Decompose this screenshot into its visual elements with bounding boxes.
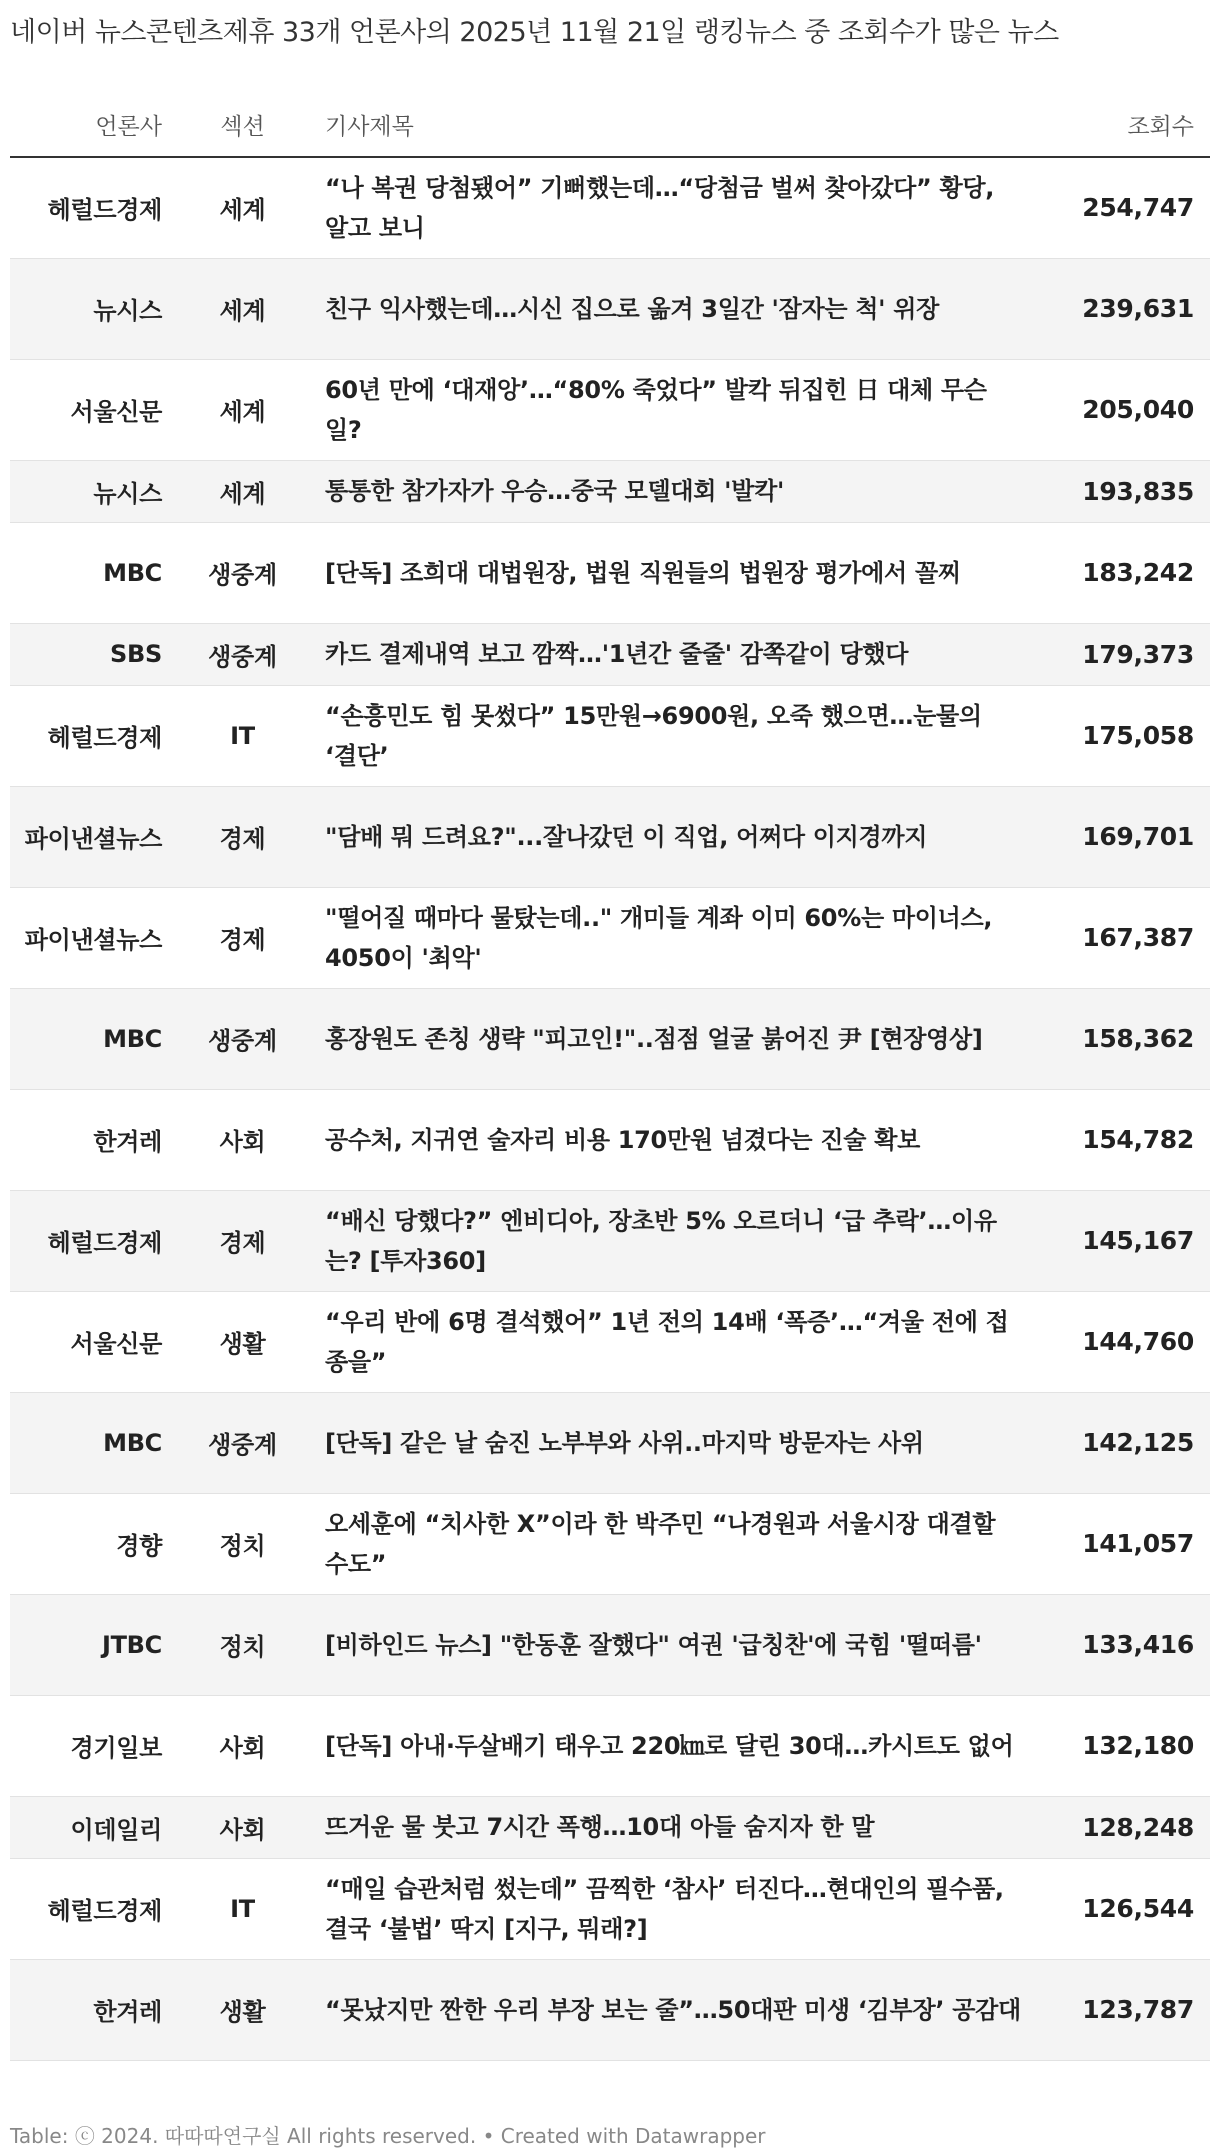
press-cell: MBC: [10, 1392, 180, 1493]
headline-cell: “못났지만 짠한 우리 부장 보는 줄”…50대판 미생 ‘김부장’ 공감대: [305, 1959, 1065, 2060]
section-label: 생중계: [208, 1431, 277, 1459]
views-cell: 175,058: [1065, 685, 1210, 786]
press-cell: 한겨레: [10, 1959, 180, 2060]
headline-cell: "떨어질 때마다 물탔는데.." 개미들 계좌 이미 60%는 마이너스, 4050이 '최악': [305, 887, 1065, 988]
section-label: 생중계: [208, 561, 277, 589]
press-cell: MBC: [10, 522, 180, 623]
section-label: 사회: [219, 1734, 266, 1762]
table-body: [10, 157, 1210, 2060]
section-cell: [180, 786, 305, 887]
table-row[interactable]: [10, 522, 1210, 623]
footer-credit: Table: ⓒ 2024. 따따따연구실 All rights reserved. • Created with Datawrapper: [10, 2124, 766, 2148]
section-label: 정치: [219, 1532, 266, 1560]
headline-cell: “나 복권 당첨됐어” 기뻐했는데…“당첨금 벌써 찾아갔다” 황당, 알고 보니: [305, 157, 1065, 258]
headline-cell: “손흥민도 힘 못썼다” 15만원→6900원, 오죽 했으면…눈물의 ‘결단’: [305, 685, 1065, 786]
table-row[interactable]: [10, 887, 1210, 988]
section-label: 세계: [219, 398, 266, 426]
table-row[interactable]: [10, 1493, 1210, 1594]
column-header-headline[interactable]: 기사제목: [305, 92, 1065, 157]
table-row[interactable]: [10, 1291, 1210, 1392]
section-cell: [180, 522, 305, 623]
section-cell: [180, 1089, 305, 1190]
headline-cell: "담배 뭐 드려요?"...잘나갔던 이 직업, 어쩌다 이지경까지: [305, 786, 1065, 887]
section-label: 생활: [219, 1998, 266, 2026]
press-cell: 경향: [10, 1493, 180, 1594]
section-cell: [180, 1695, 305, 1796]
headline-cell: 공수처, 지귀연 술자리 비용 170만원 넘겼다는 진술 확보: [305, 1089, 1065, 1190]
headline-cell: [단독] 아내·두살배기 태우고 220㎞로 달린 30대…카시트도 없어: [305, 1695, 1065, 1796]
table-row[interactable]: [10, 1959, 1210, 2060]
press-cell: 경기일보: [10, 1695, 180, 1796]
section-label: 사회: [219, 1815, 266, 1844]
views-cell: 183,242: [1065, 522, 1210, 623]
table-row[interactable]: [10, 1392, 1210, 1493]
section-label: 생활: [219, 1330, 266, 1358]
headline-cell: 뜨거운 물 붓고 7시간 폭행…10대 아들 숨지자 한 말: [305, 1796, 1065, 1858]
section-label: 사회: [219, 1128, 266, 1156]
headline-cell: 오세훈에 “치사한 X”이라 한 박주민 “나경원과 서울시장 대결할 수도”: [305, 1493, 1065, 1594]
section-cell: [180, 359, 305, 460]
section-cell: [180, 887, 305, 988]
press-cell: JTBC: [10, 1594, 180, 1695]
views-cell: 193,835: [1065, 460, 1210, 522]
table-header: [10, 92, 1210, 157]
views-cell: 144,760: [1065, 1291, 1210, 1392]
press-cell: 뉴시스: [10, 258, 180, 359]
table-row[interactable]: [10, 258, 1210, 359]
headline-cell: 카드 결제내역 보고 깜짝…'1년간 줄줄' 감쪽같이 당했다: [305, 623, 1065, 685]
headline-cell: [단독] 조희대 대법원장, 법원 직원들의 법원장 평가에서 꼴찌: [305, 522, 1065, 623]
section-cell: [180, 258, 305, 359]
section-label: 세계: [219, 196, 266, 225]
press-cell: 이데일리: [10, 1796, 180, 1858]
section-label: 경제: [219, 1229, 266, 1257]
section-label: 세계: [219, 297, 266, 325]
section-label: 세계: [219, 479, 266, 508]
views-cell: 254,747: [1065, 157, 1210, 258]
press-cell: 파이낸셜뉴스: [10, 786, 180, 887]
section-label: 경제: [219, 825, 266, 853]
press-cell: 헤럴드경제: [10, 685, 180, 786]
views-cell: 167,387: [1065, 887, 1210, 988]
press-cell: 뉴시스: [10, 460, 180, 522]
table-row[interactable]: [10, 1796, 1210, 1858]
views-cell: 205,040: [1065, 359, 1210, 460]
headline-cell: 친구 익사했는데…시신 집으로 옮겨 3일간 '잠자는 척' 위장: [305, 258, 1065, 359]
table-row[interactable]: [10, 359, 1210, 460]
chart-title: 네이버 뉴스콘텐츠제휴 33개 언론사의 2025년 11월 21일 랭킹뉴스 중 조회수가 많은 뉴스: [10, 17, 1059, 48]
views-cell: 169,701: [1065, 786, 1210, 887]
headline-cell: 통통한 참가자가 우승…중국 모델대회 '발칵': [305, 460, 1065, 522]
table-row[interactable]: [10, 1089, 1210, 1190]
press-cell: 한겨레: [10, 1089, 180, 1190]
headline-cell: [단독] 같은 날 숨진 노부부와 사위..마지막 방문자는 사위: [305, 1392, 1065, 1493]
views-cell: 145,167: [1065, 1190, 1210, 1291]
section-label: IT: [230, 721, 255, 750]
headline-cell: [비하인드 뉴스] "한동훈 잘했다" 여권 '급칭찬'에 국힘 '떨떠름': [305, 1594, 1065, 1695]
section-cell: [180, 1493, 305, 1594]
views-cell: 239,631: [1065, 258, 1210, 359]
column-header-press[interactable]: 언론사: [10, 92, 180, 157]
table-row[interactable]: [10, 1695, 1210, 1796]
headline-cell: 60년 만에 ‘대재앙’…“80% 죽었다” 발칵 뒤집힌 日 대체 무슨 일?: [305, 359, 1065, 460]
press-cell: 헤럴드경제: [10, 157, 180, 258]
views-cell: 141,057: [1065, 1493, 1210, 1594]
table-row[interactable]: [10, 1190, 1210, 1291]
header-row: [10, 92, 1210, 157]
table-row[interactable]: [10, 988, 1210, 1089]
section-cell: [180, 623, 305, 685]
section-label: IT: [230, 1894, 255, 1923]
views-cell: 154,782: [1065, 1089, 1210, 1190]
section-cell: [180, 1291, 305, 1392]
section-label: 정치: [219, 1633, 266, 1661]
section-cell: [180, 1796, 305, 1858]
section-cell: [180, 685, 305, 786]
press-cell: 파이낸셜뉴스: [10, 887, 180, 988]
table-row[interactable]: [10, 460, 1210, 522]
views-cell: 158,362: [1065, 988, 1210, 1089]
section-cell: [180, 988, 305, 1089]
views-cell: 126,544: [1065, 1858, 1210, 1959]
views-cell: 132,180: [1065, 1695, 1210, 1796]
headline-cell: “매일 습관처럼 썼는데” 끔찍한 ‘참사’ 터진다…현대인의 필수품, 결국 ‘불법’ 딱지 [지구, 뭐래?]: [305, 1858, 1065, 1959]
press-cell: MBC: [10, 988, 180, 1089]
section-cell: [180, 1858, 305, 1959]
section-cell: [180, 1190, 305, 1291]
press-cell: 서울신문: [10, 359, 180, 460]
views-cell: 123,787: [1065, 1959, 1210, 2060]
headline-cell: 홍장원도 존칭 생략 "피고인!"..점점 얼굴 붉어진 尹 [현장영상]: [305, 988, 1065, 1089]
section-label: 생중계: [208, 1027, 277, 1055]
table-row[interactable]: [10, 786, 1210, 887]
ranking-table: [10, 92, 1210, 2061]
press-cell: 서울신문: [10, 1291, 180, 1392]
views-cell: 133,416: [1065, 1594, 1210, 1695]
views-cell: 128,248: [1065, 1796, 1210, 1858]
press-cell: 헤럴드경제: [10, 1190, 180, 1291]
section-cell: [180, 1594, 305, 1695]
section-cell: [180, 1959, 305, 2060]
views-cell: 179,373: [1065, 623, 1210, 685]
section-cell: [180, 157, 305, 258]
section-cell: [180, 1392, 305, 1493]
table-row[interactable]: [10, 1858, 1210, 1959]
section-label: 경제: [219, 926, 266, 954]
table-row[interactable]: [10, 157, 1210, 258]
column-header-section[interactable]: 섹션: [180, 92, 305, 157]
headline-cell: “우리 반에 6명 결석했어” 1년 전의 14배 ‘폭증’…“겨울 전에 접종을”: [305, 1291, 1065, 1392]
press-cell: SBS: [10, 623, 180, 685]
press-cell: 헤럴드경제: [10, 1858, 180, 1959]
table-row[interactable]: [10, 685, 1210, 786]
section-label: 생중계: [208, 642, 277, 671]
column-header-views[interactable]: 조회수: [1065, 92, 1210, 157]
headline-cell: “배신 당했다?” 엔비디아, 장초반 5% 오르더니 ‘급 추락’…이유는? [투자360]: [305, 1190, 1065, 1291]
section-cell: [180, 460, 305, 522]
table-row[interactable]: [10, 623, 1210, 685]
views-cell: 142,125: [1065, 1392, 1210, 1493]
table-row[interactable]: [10, 1594, 1210, 1695]
